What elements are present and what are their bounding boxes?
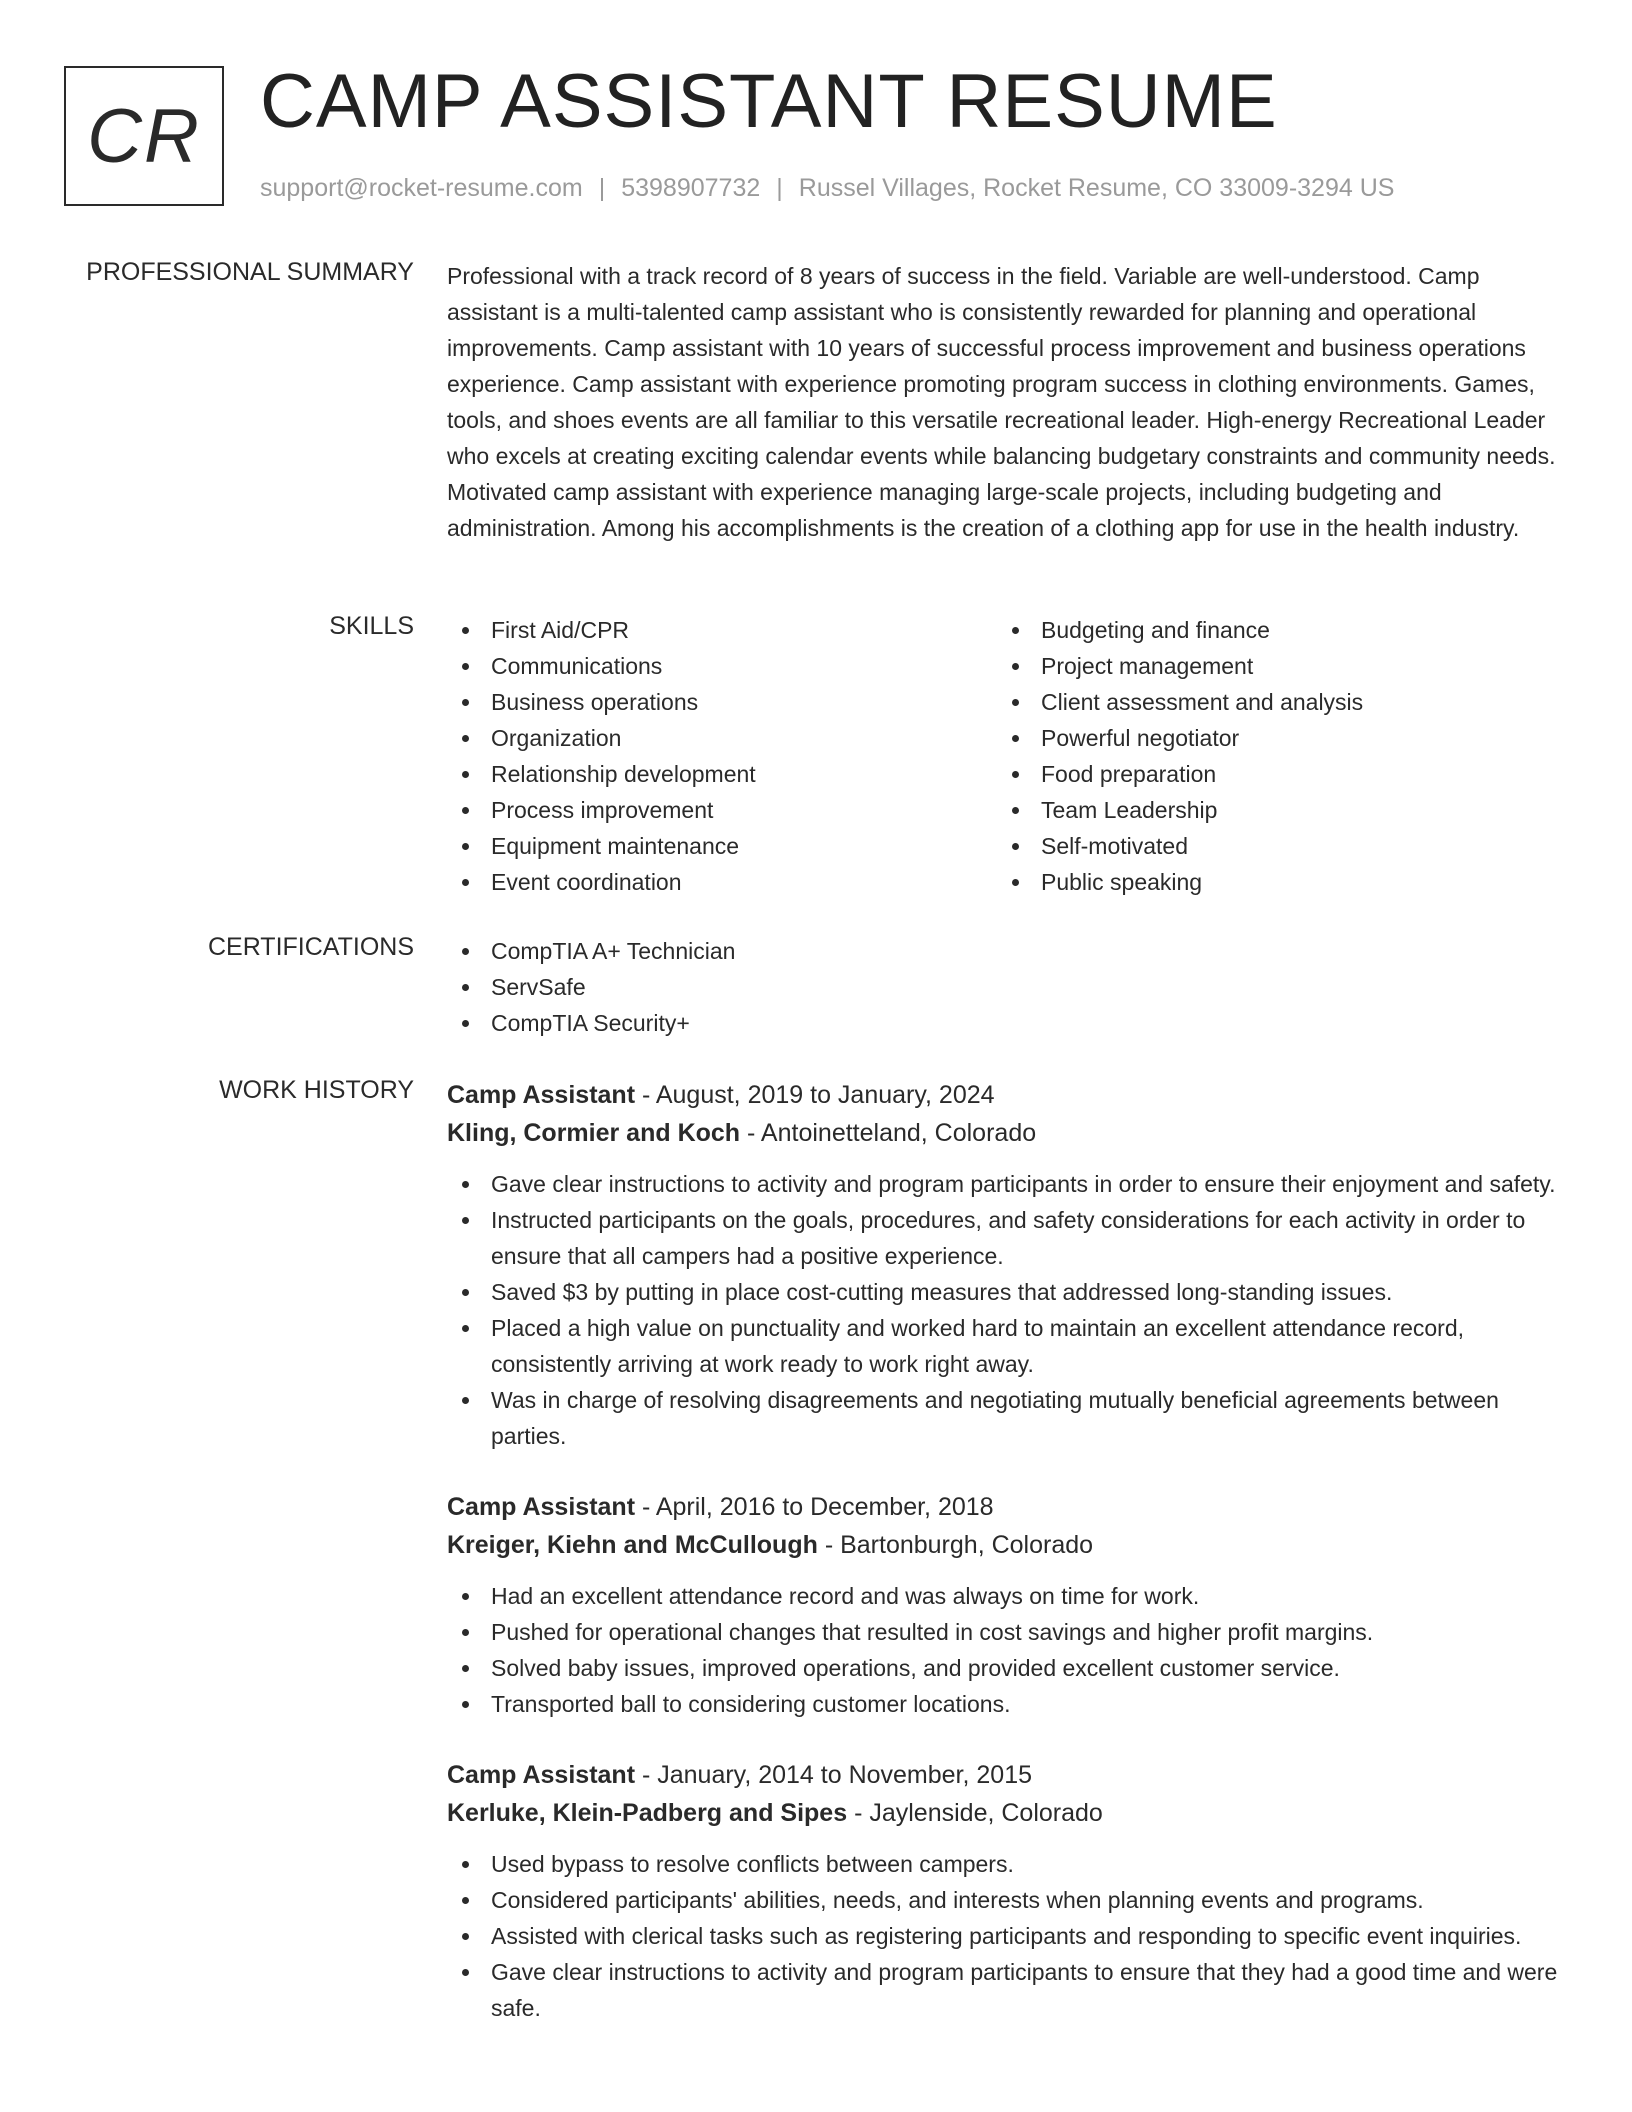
monogram-logo: CR bbox=[64, 66, 224, 206]
skill-item: Self-motivated bbox=[997, 828, 1547, 864]
certification-item: CompTIA A+ Technician bbox=[447, 933, 1567, 969]
job-bullet: Placed a high value on punctuality and worked hard to maintain an excellent attendance record, consistently arriving at work ready to work right away. bbox=[447, 1310, 1567, 1382]
skill-item: Powerful negotiator bbox=[997, 720, 1547, 756]
certification-item: ServSafe bbox=[447, 969, 1567, 1005]
certification-item: CompTIA Security+ bbox=[447, 1005, 1567, 1041]
job-dates: - April, 2016 to December, 2018 bbox=[635, 1493, 994, 1521]
certifications-label: CERTIFICATIONS bbox=[207, 933, 414, 961]
job-bullet: Gave clear instructions to activity and program participants to ensure that they had a good time and were safe. bbox=[447, 1954, 1567, 2026]
contact-separator: | bbox=[598, 174, 606, 202]
job-company: Kling, Cormier and Koch bbox=[447, 1119, 741, 1147]
job-bullet: Considered participants' abilities, needs, and interests when planning events and programs. bbox=[447, 1882, 1567, 1918]
skill-item: Communications bbox=[447, 648, 997, 684]
job-title: Camp Assistant bbox=[447, 1761, 636, 1789]
job-location: - Jaylenside, Colorado bbox=[847, 1799, 1103, 1827]
job-title-line bbox=[447, 1488, 1567, 1526]
job-dates: - August, 2019 to January, 2024 bbox=[635, 1081, 995, 1109]
skill-item: Project management bbox=[997, 648, 1547, 684]
skills-list-left bbox=[447, 612, 997, 900]
skills-body bbox=[447, 612, 1567, 900]
resume-header bbox=[64, 59, 1568, 210]
skill-item: Food preparation bbox=[997, 756, 1547, 792]
contact-separator: | bbox=[776, 174, 783, 202]
skill-item: Client assessment and analysis bbox=[997, 684, 1547, 720]
summary-body bbox=[447, 258, 1567, 546]
skill-item: Business operations bbox=[447, 684, 997, 720]
page-title: CAMP ASSISTANT RESUME bbox=[260, 59, 1278, 144]
skill-item: Process improvement bbox=[447, 792, 997, 828]
job-bullet: Saved $3 by putting in place cost-cutting measures that addressed long-standing issues. bbox=[447, 1274, 1567, 1310]
contact-line bbox=[260, 174, 1394, 203]
skill-item: Public speaking bbox=[997, 864, 1547, 900]
job-bullets bbox=[447, 1578, 1567, 1722]
job-bullet: Assisted with clerical tasks such as registering participants and responding to specific event inquiries. bbox=[447, 1918, 1567, 1954]
skill-item: First Aid/CPR bbox=[447, 612, 997, 648]
certifications-body bbox=[447, 933, 1567, 1041]
job-bullets bbox=[447, 1166, 1567, 1454]
job-company: Kreiger, Kiehn and McCullough bbox=[447, 1531, 818, 1559]
job-bullet: Gave clear instructions to activity and program participants in order to ensure their enjoyment and safety. bbox=[447, 1166, 1567, 1202]
skill-item: Equipment maintenance bbox=[447, 828, 997, 864]
summary-text: Professional with a track record of 8 years of success in the field. Variable are well-understood. Camp assistant is a multi-talented camp assistant who is consistently rewarded for planning and operational improvements. Camp assistant with 10 years of successful process improvement and business operations experience. Camp assistant with experience promoting program success in clothing environments. Games, tools, and shoes events are all familiar to this versatile recreational leader. High-energy Recreational Leader who excels at creating exciting calendar events while balancing budgetary constraints and community needs. Motivated camp assistant with experience managing large-scale projects, including budgeting and administration. Among his accomplishments is the creation of a clothing app for use in the health industry. bbox=[447, 263, 1556, 541]
skill-item: Event coordination bbox=[447, 864, 997, 900]
contact-address: Russel Villages, Rocket Resume, CO 33009-3294 US bbox=[798, 174, 1395, 202]
contact-email: support@rocket-resume.com bbox=[260, 174, 583, 202]
job-bullet: Had an excellent attendance record and was always on time for work. bbox=[447, 1578, 1567, 1614]
job-entry bbox=[447, 1488, 1567, 1722]
work-history-body bbox=[447, 1076, 1567, 2060]
skill-item: Team Leadership bbox=[997, 792, 1547, 828]
job-company-line bbox=[447, 1794, 1567, 1832]
job-entry bbox=[447, 1076, 1567, 1454]
job-bullets bbox=[447, 1846, 1567, 2026]
job-dates: - January, 2014 to November, 2015 bbox=[635, 1761, 1033, 1789]
job-bullet: Was in charge of resolving disagreements and negotiating mutually beneficial agreements between parties. bbox=[447, 1382, 1567, 1454]
job-title: Camp Assistant bbox=[447, 1493, 636, 1521]
job-company-line bbox=[447, 1114, 1567, 1152]
job-location: - Bartonburgh, Colorado bbox=[817, 1531, 1094, 1559]
skills-label: SKILLS bbox=[329, 612, 414, 640]
job-bullet: Solved baby issues, improved operations, and provided excellent customer service. bbox=[447, 1650, 1567, 1686]
skill-item: Budgeting and finance bbox=[997, 612, 1547, 648]
summary-label: PROFESSIONAL SUMMARY bbox=[86, 258, 414, 286]
job-company: Kerluke, Klein-Padberg and Sipes bbox=[447, 1799, 848, 1827]
job-title-line bbox=[447, 1076, 1567, 1114]
job-bullet: Used bypass to resolve conflicts between campers. bbox=[447, 1846, 1567, 1882]
skill-item: Organization bbox=[447, 720, 997, 756]
job-title-line bbox=[447, 1756, 1567, 1794]
job-company-line bbox=[447, 1526, 1567, 1564]
work-history-label: WORK HISTORY bbox=[219, 1076, 414, 1104]
job-title: Camp Assistant bbox=[447, 1081, 636, 1109]
job-entry bbox=[447, 1756, 1567, 2026]
contact-phone: 5398907732 bbox=[621, 174, 761, 202]
job-bullet: Transported ball to considering customer locations. bbox=[447, 1686, 1567, 1722]
certifications-list bbox=[447, 933, 1567, 1041]
skill-item: Relationship development bbox=[447, 756, 997, 792]
job-location: - Antoinetteland, Colorado bbox=[740, 1119, 1037, 1147]
job-bullet: Instructed participants on the goals, procedures, and safety considerations for each activity in order to ensure that all campers had a positive experience. bbox=[447, 1202, 1567, 1274]
job-bullet: Pushed for operational changes that resulted in cost savings and higher profit margins. bbox=[447, 1614, 1567, 1650]
skills-list-right bbox=[997, 612, 1547, 900]
